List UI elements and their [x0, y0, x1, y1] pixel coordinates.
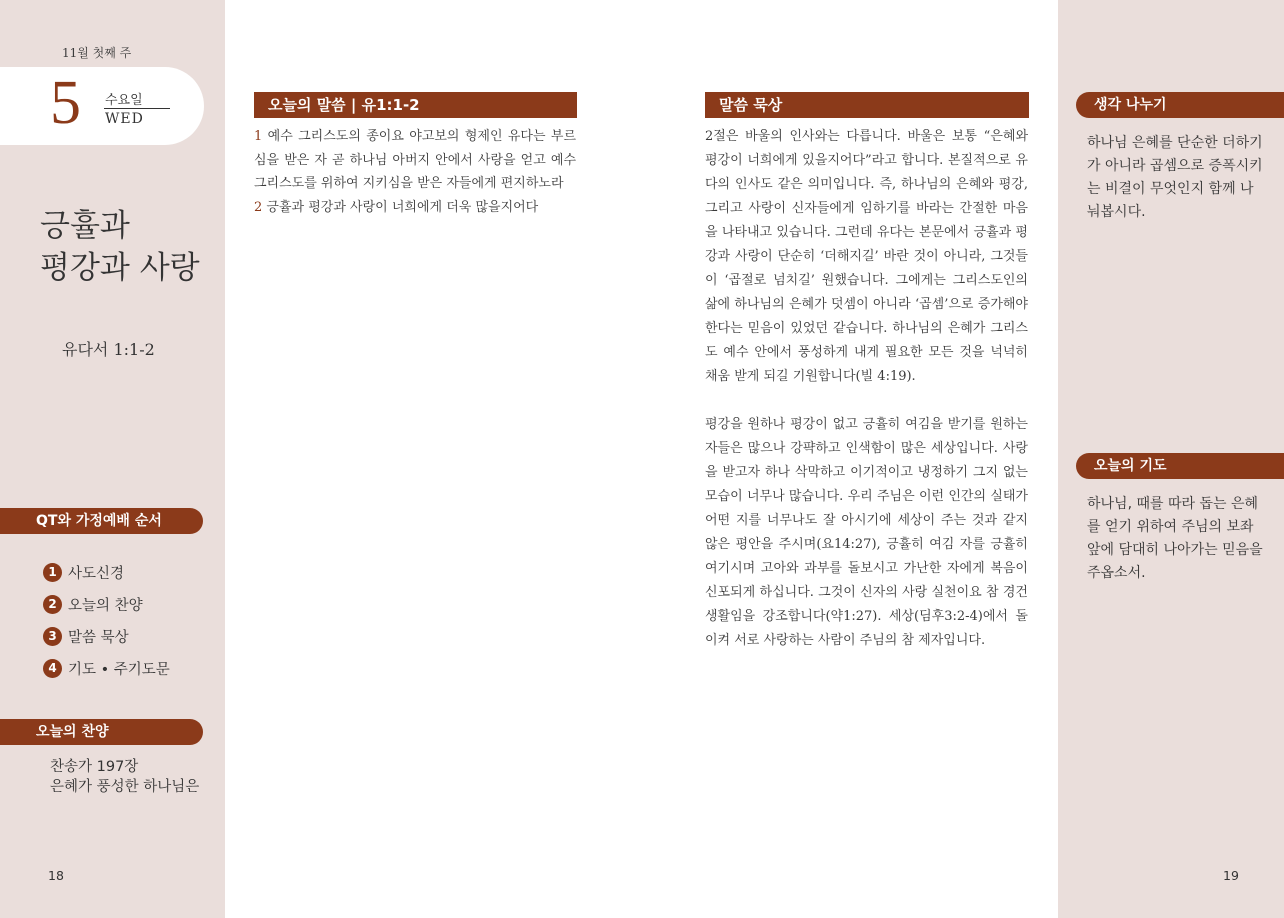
hymn-number: 찬송가 197장 — [50, 759, 139, 775]
title-line-2: 평강과 사랑 — [40, 250, 200, 286]
order-heading: QT와 가정예배 순서 — [0, 508, 203, 534]
order-item-label: 오늘의 찬양 — [68, 597, 143, 614]
order-item-label: 말씀 묵상 — [68, 629, 129, 646]
order-item — [43, 588, 170, 620]
order-item — [43, 652, 170, 684]
share-heading: 생각 나누기 — [1076, 92, 1284, 118]
verse — [254, 196, 576, 220]
meditation-paragraph: 2절은 바울의 인사와는 다릅니다. 바울은 보통 “은혜와 평강이 너희에게 있을지어다”라고 합니다. 본질적으로 유다의 인사도 같은 의미입니다. 즉, 하나님의 은혜와 평강, 그리고 사랑이 신자들에게 임하기를 바라는 간절한 마음을 나타내고 있습니다. 그런데 유다는 본문에서 긍휼과 평강과 사랑이 단순히 ‘더해지길’ 바란 것이 아니라, 그것들이 ‘곱절로 넘치길’ 원했습니다. 그에게는 그리스도인의 삶에 하나님의 은혜가 덧셈이 아니라 ‘곱셈’으로 증가해야 한다는 믿음이 있었던 같습니다. 하나님의 은혜가 그리스도 예수 안에서 풍성하게 내게 필요한 모든 것을 넉넉히 채움 받게 되길 기원합니다(빌 4:19). — [705, 129, 1028, 384]
verse-text: 예수 그리스도의 종이요 야고보의 형제인 유다는 부르심을 받은 자 곧 하나님 아버지 안에서 사랑을 얻고 예수 그리스도를 위하여 지키심을 받은 자들에게 편지하노라 — [254, 129, 576, 191]
meditation-text — [705, 125, 1028, 653]
verse — [254, 125, 576, 196]
hymn-title: 은혜가 풍성한 하나님은 — [50, 779, 200, 795]
meditation-paragraph: 평강을 원하나 평강이 없고 긍휼히 여김을 받기를 원하는 자들은 많으나 강퍅하고 인색함이 많은 세상입니다. 사랑을 받고자 하나 삭막하고 이기적이고 냉정하기 그지 없는 모습이 너무나 많습니다. 우리 주님은 이런 인간의 실태가 어떤 지를 너무나도 잘 아시기에 세상이 주는 것과 같지 않은 평안을 주시며(요14:27), 긍휼히 여김 자를 긍휼히 여기시며 고아와 과부를 돌보시고 가난한 자에게 복음이 신포되게 하십니다. 그것이 신자의 사랑 실천이요 참 경건생활임을 강조합니다(약1:27). 세상(딤후3:2-4)에서 돌이켜 서로 사랑하는 사람이 주님의 참 제자입니다. — [705, 417, 1028, 648]
order-item — [43, 620, 170, 652]
order-list — [43, 556, 170, 684]
week-label: 11월 첫째 주 — [62, 46, 132, 60]
title-line-1: 긍휼과 — [40, 208, 130, 244]
verse-number: 2 — [254, 199, 263, 215]
share-text: 하나님 은혜를 단순한 더하기가 아니라 곱셈으로 증폭시키는 비결이 무엇인지 함께 나눠봅시다. — [1087, 135, 1263, 220]
day-divider — [104, 108, 170, 109]
day-name-korean: 수요일 — [105, 93, 143, 108]
meditation-heading: 말씀 묵상 — [705, 92, 1029, 118]
number-badge: 4 — [43, 659, 62, 678]
page-title — [40, 205, 200, 289]
number-badge: 2 — [43, 595, 62, 614]
verse-number: 1 — [254, 129, 263, 144]
order-item-label: 사도신경 — [68, 565, 125, 582]
page-number-left: 18 — [48, 868, 64, 883]
order-item — [43, 556, 170, 588]
verse-text: 긍휼과 평강과 사랑이 너희에게 더욱 많을지어다 — [266, 199, 539, 215]
prayer-text: 하나님, 때를 따라 돕는 은혜를 얻기 위하여 주님의 보좌 앞에 담대히 나아가는 믿음을 주옵소서. — [1087, 496, 1263, 581]
scripture-heading: 오늘의 말씀 | 유1:1-2 — [254, 92, 577, 118]
number-badge: 1 — [43, 563, 62, 582]
page-number-right: 19 — [1223, 868, 1239, 883]
bible-reference: 유다서 1:1-2 — [62, 340, 155, 359]
scripture-text — [254, 125, 576, 219]
day-name-english: WED — [105, 111, 144, 127]
number-badge: 3 — [43, 627, 62, 646]
prayer-heading: 오늘의 기도 — [1076, 453, 1284, 479]
hymn-info — [50, 757, 199, 797]
date-badge — [0, 67, 204, 145]
day-number: 5 — [50, 69, 81, 137]
hymn-heading: 오늘의 찬양 — [0, 719, 203, 745]
order-item-label: 기도 • 주기도문 — [68, 661, 170, 678]
